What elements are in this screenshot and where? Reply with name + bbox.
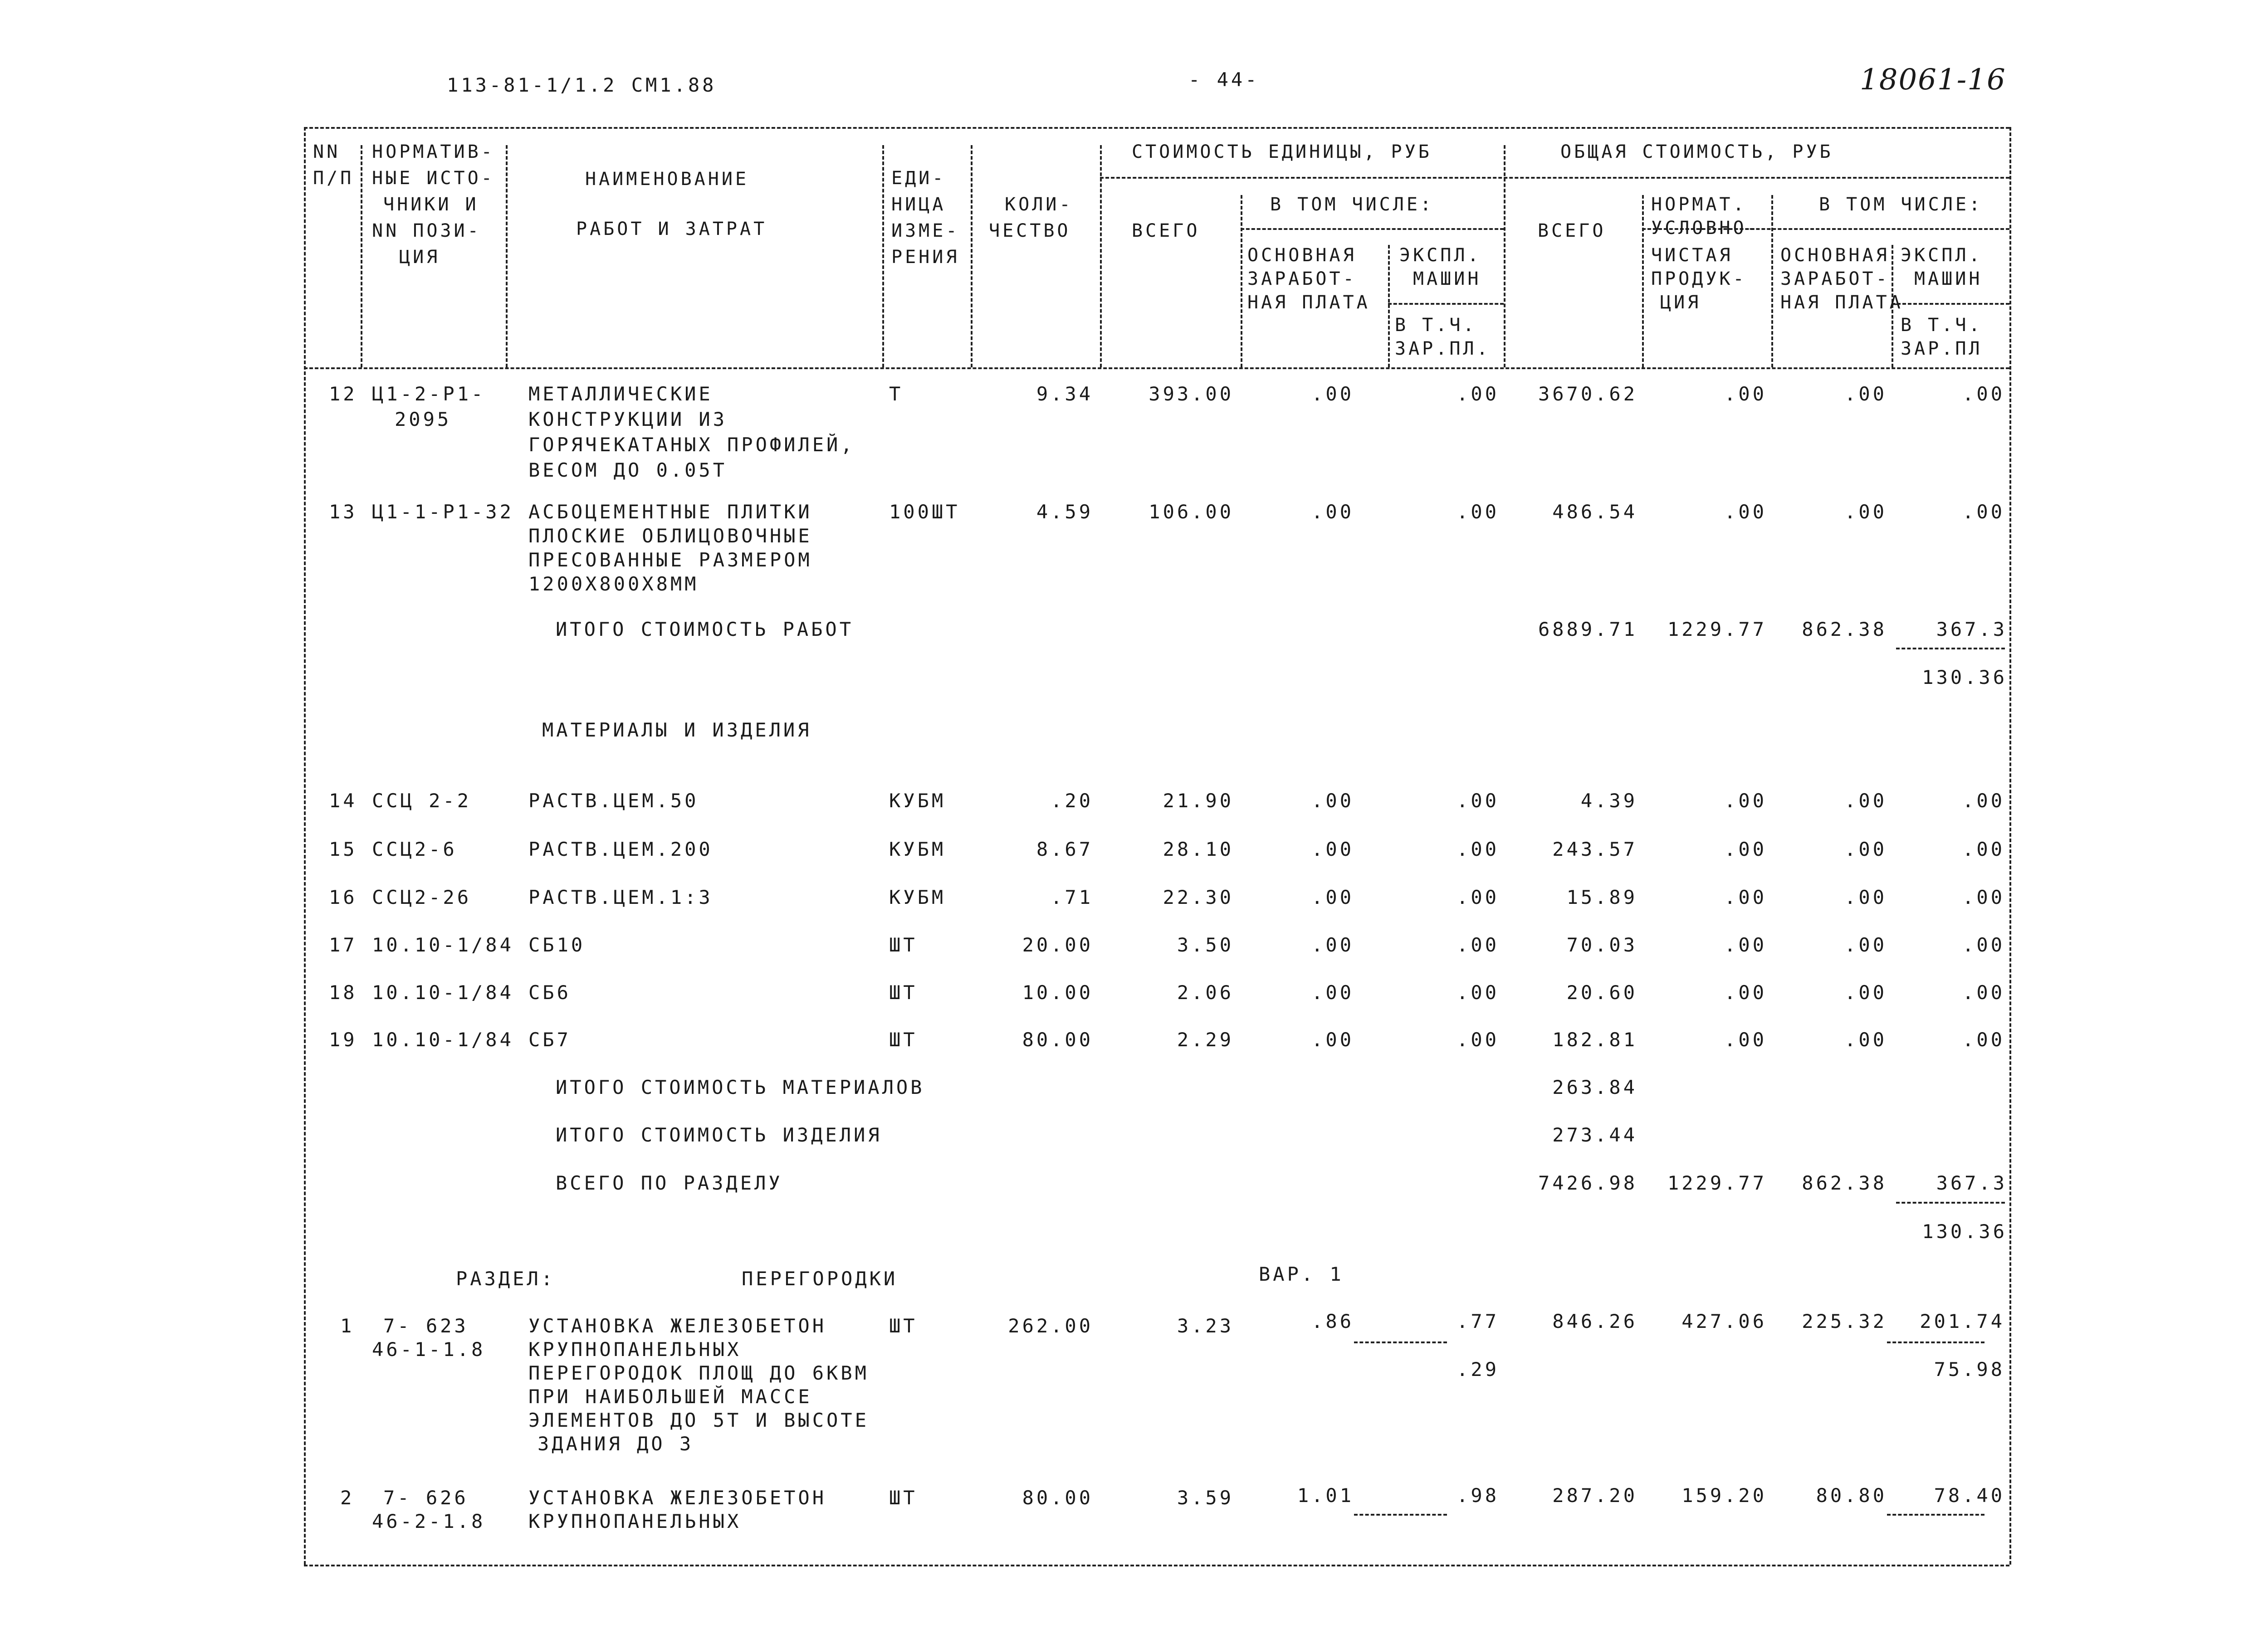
- row-qty: 20.00: [1022, 934, 1093, 956]
- row-name: АСБОЦЕМЕНТНЫЕ ПЛИТКИ: [528, 501, 812, 523]
- underline: [1896, 648, 2005, 649]
- header-total-wage-line: ЗАРАБОТ-: [1780, 268, 1890, 289]
- row-unit: ШТ: [889, 1315, 918, 1337]
- section-variant: ВАР. 1: [1259, 1263, 1344, 1285]
- row-tmach: .00: [1962, 981, 2005, 1004]
- row-price: 393.00: [1149, 383, 1234, 405]
- header-group-divider: [1100, 177, 2009, 179]
- header-unit-line: РЕНИЯ: [891, 247, 960, 268]
- header-total-wage-line: НАЯ ПЛАТА: [1780, 292, 1903, 313]
- row-tmach: .00: [1962, 383, 2005, 405]
- row-code: 10.10-1/84: [372, 1029, 514, 1051]
- row-price: 2.06: [1177, 981, 1234, 1004]
- row-name: ПЛОСКИЕ ОБЛИЦОВОЧНЫЕ: [528, 525, 812, 547]
- section-total-label: ВСЕГО ПО РАЗДЕЛУ: [556, 1172, 783, 1194]
- header-sub-divider-3: [1388, 303, 1504, 305]
- section-total-wage: 862.38: [1802, 1172, 1887, 1194]
- header-col-divider: [361, 145, 362, 367]
- row-mach: .00: [1457, 1029, 1499, 1051]
- header-col-divider: [1388, 245, 1390, 367]
- row-twage: .00: [1844, 934, 1887, 956]
- row-nn: 14: [329, 790, 357, 812]
- header-unit-mach-wage-line: В Т.Ч.: [1395, 315, 1477, 336]
- row-tmach: .00: [1962, 934, 2005, 956]
- document-code: 113-81-1/1.2 СМ1.88: [447, 74, 717, 96]
- row-mach: .00: [1457, 886, 1499, 908]
- row-mach: .98: [1457, 1484, 1499, 1507]
- row-tmach: .00: [1962, 501, 2005, 523]
- row-mach: .00: [1457, 934, 1499, 956]
- row-name: УСТАНОВКА ЖЕЛЕЗОБЕТОН: [528, 1487, 827, 1509]
- products-total-label: ИТОГО СТОИМОСТЬ ИЗДЕЛИЯ: [556, 1124, 882, 1146]
- header-unit-cost-group: СТОИМОСТЬ ЕДИНИЦЫ, РУБ: [1132, 141, 1432, 162]
- section-total-mach: 367.3: [1936, 1172, 2007, 1194]
- work-total-label: ИТОГО СТОИМОСТЬ РАБОТ: [556, 618, 854, 640]
- row-tmach: .00: [1962, 1029, 2005, 1051]
- row-wage: .86: [1311, 1310, 1354, 1332]
- row-qty: 8.67: [1036, 838, 1093, 860]
- header-source-line: NN ПОЗИ-: [372, 220, 481, 241]
- row-norm: 159.20: [1681, 1484, 1767, 1507]
- row-unit: 100ШТ: [889, 501, 960, 523]
- row-name: МЕТАЛЛИЧЕСКИЕ: [528, 383, 713, 405]
- row-wage: .00: [1311, 981, 1354, 1004]
- header-unit-wage-line: НАЯ ПЛАТА: [1247, 292, 1370, 313]
- work-total-mach-wage: 130.36: [1922, 666, 2007, 688]
- header-bottom-border: [304, 367, 2009, 369]
- row-unit: ШТ: [889, 934, 918, 956]
- row-price: 3.50: [1177, 934, 1234, 956]
- row-unit: ШТ: [889, 1487, 918, 1509]
- row-tmach: 201.74: [1920, 1310, 2005, 1332]
- row-price: 28.10: [1163, 838, 1234, 860]
- row-total: 3670.62: [1538, 383, 1637, 405]
- materials-total: 263.84: [1552, 1076, 1637, 1098]
- table-right-border: [2009, 127, 2011, 1565]
- row-code: 10.10-1/84: [372, 981, 514, 1004]
- row-qty: 10.00: [1022, 981, 1093, 1004]
- row-total: 287.20: [1552, 1484, 1637, 1507]
- header-name-line: НАИМЕНОВАНИЕ: [585, 169, 749, 190]
- row-name: РАСТВ.ЦЕМ.1:3: [528, 886, 713, 908]
- header-total-norm-line: НОРМАТ.: [1651, 194, 1747, 215]
- row-mach-wage: .29: [1457, 1358, 1499, 1380]
- row-mach: .00: [1457, 981, 1499, 1004]
- row-code: 10.10-1/84: [372, 934, 514, 956]
- row-nn: 1: [340, 1315, 355, 1337]
- row-norm: .00: [1724, 981, 1767, 1004]
- row-name: 1200Х800Х8ММ: [528, 573, 699, 595]
- row-name: ПРИ НАИБОЛЬШЕЙ МАССЕ: [528, 1385, 812, 1408]
- row-name: ПРЕСОВАННЫЕ РАЗМЕРОМ: [528, 549, 812, 571]
- row-mach: .77: [1457, 1310, 1499, 1332]
- row-wage: .00: [1311, 501, 1354, 523]
- handwritten-number: 18061-16: [1860, 63, 2006, 97]
- header-total-mach-line: МАШИН: [1914, 268, 1983, 289]
- header-total-norm-line: УСЛОВНО-: [1651, 218, 1760, 239]
- row-tmach: .00: [1962, 886, 2005, 908]
- row-twage: 80.80: [1816, 1484, 1887, 1507]
- row-name: ГОРЯЧЕКАТАНЫХ ПРОФИЛЕЙ,: [528, 434, 855, 456]
- header-total-mach-wage-line: В Т.Ч.: [1901, 315, 1983, 336]
- header-name-line: РАБОТ И ЗАТРАТ: [576, 219, 767, 239]
- header-unit-line: ИЗМЕ-: [891, 220, 960, 241]
- row-total: 70.03: [1566, 934, 1637, 956]
- row-norm: .00: [1724, 383, 1767, 405]
- row-name: СБ10: [528, 934, 586, 956]
- header-total-total: ВСЕГО: [1538, 220, 1606, 241]
- row-total: 243.57: [1552, 838, 1637, 860]
- underline: [1896, 1202, 2005, 1204]
- row-code: 46-1-1.8: [372, 1338, 486, 1361]
- header-col-divider: [1100, 145, 1102, 367]
- header-sub-divider-1: [1241, 228, 1504, 230]
- row-total: 4.39: [1580, 790, 1637, 812]
- header-total-norm-line: ЦИЯ: [1660, 292, 1701, 313]
- row-nn: 19: [329, 1029, 357, 1051]
- row-tmach: 78.40: [1934, 1484, 2005, 1507]
- row-twage: .00: [1844, 383, 1887, 405]
- work-total-norm: 1229.77: [1667, 618, 1767, 640]
- row-price: 2.29: [1177, 1029, 1234, 1051]
- row-norm: .00: [1724, 934, 1767, 956]
- header-total-incl: В ТОМ ЧИСЛЕ:: [1819, 194, 1983, 215]
- row-twage: .00: [1844, 1029, 1887, 1051]
- header-unit-total: ВСЕГО: [1132, 220, 1200, 241]
- work-total-mach: 367.3: [1936, 618, 2007, 640]
- row-total: 15.89: [1566, 886, 1637, 908]
- row-norm: .00: [1724, 790, 1767, 812]
- row-norm: .00: [1724, 1029, 1767, 1051]
- underline: [1354, 1514, 1447, 1516]
- row-qty: 80.00: [1022, 1029, 1093, 1051]
- header-nn: NN: [313, 141, 341, 162]
- row-wage: .00: [1311, 790, 1354, 812]
- row-twage: .00: [1844, 838, 1887, 860]
- row-price: 3.59: [1177, 1487, 1234, 1509]
- section-label: РАЗДЕЛ:: [456, 1268, 556, 1290]
- header-unit-mach-line: МАШИН: [1413, 268, 1481, 289]
- row-name: СБ6: [528, 981, 571, 1004]
- row-wage: 1.01: [1297, 1484, 1354, 1507]
- header-total-norm-line: ЧИСТАЯ: [1651, 245, 1733, 266]
- row-unit: КУБМ: [889, 838, 946, 860]
- row-name: ВЕСОМ ДО 0.05Т: [528, 459, 728, 481]
- row-twage: .00: [1844, 981, 1887, 1004]
- header-source-line: НЫЕ ИСТО-: [372, 168, 495, 189]
- row-nn: 12: [329, 383, 357, 405]
- row-name: СБ7: [528, 1029, 571, 1051]
- row-norm: .00: [1724, 501, 1767, 523]
- section-name: ПЕРЕГОРОДКИ: [742, 1268, 898, 1290]
- row-wage: .00: [1311, 886, 1354, 908]
- header-col-divider: [971, 145, 973, 367]
- header-total-mach-line: ЭКСПЛ.: [1901, 245, 1983, 266]
- row-nn: 17: [329, 934, 357, 956]
- row-price: 106.00: [1149, 501, 1234, 523]
- header-col-divider: [1504, 145, 1505, 367]
- header-unit-mach-line: ЭКСПЛ.: [1399, 245, 1481, 266]
- row-qty: .20: [1051, 790, 1093, 812]
- row-name: УСТАНОВКА ЖЕЛЕЗОБЕТОН: [528, 1315, 827, 1337]
- row-tmach-wage: 75.98: [1934, 1358, 2005, 1380]
- row-nn: 15: [329, 838, 357, 860]
- row-code: ССЦ 2-2: [372, 790, 472, 812]
- row-name: КРУПНОПАНЕЛЬНЫХ: [528, 1510, 742, 1532]
- header-total-norm-line: ПРОДУК-: [1651, 268, 1747, 289]
- row-nn: 2: [340, 1487, 355, 1509]
- header-qty-line: ЧЕСТВО: [989, 220, 1071, 241]
- row-qty: .71: [1051, 886, 1093, 908]
- row-name: ПЕРЕГОРОДОК ПЛОЩ ДО 6КВМ: [528, 1362, 869, 1384]
- section-total-mach-wage: 130.36: [1922, 1220, 2007, 1243]
- section-total-total: 7426.98: [1538, 1172, 1637, 1194]
- row-unit: КУБМ: [889, 886, 946, 908]
- underline: [1887, 1514, 1984, 1516]
- header-total-cost-group: ОБЩАЯ СТОИМОСТЬ, РУБ: [1560, 141, 1833, 162]
- row-qty: 9.34: [1036, 383, 1093, 405]
- row-unit: Т: [889, 383, 904, 405]
- work-total-wage: 862.38: [1802, 618, 1887, 640]
- header-col-divider: [882, 145, 884, 367]
- row-code: ССЦ2-26: [372, 886, 472, 908]
- row-total: 182.81: [1552, 1029, 1637, 1051]
- header-col-divider: [506, 145, 508, 367]
- row-wage: .00: [1311, 1029, 1354, 1051]
- row-unit: КУБМ: [889, 790, 946, 812]
- header-unit-wage-line: ЗАРАБОТ-: [1247, 268, 1357, 289]
- row-mach: .00: [1457, 501, 1499, 523]
- header-sub-divider-4: [1892, 303, 2009, 305]
- section-total-norm: 1229.77: [1667, 1172, 1767, 1194]
- row-code: 46-2-1.8: [372, 1510, 486, 1532]
- row-norm: .00: [1724, 886, 1767, 908]
- row-code: Ц1-2-Р1-: [372, 383, 486, 405]
- header-unit-mach-wage-line: ЗАР.ПЛ.: [1395, 338, 1491, 359]
- materials-heading: МАТЕРИАЛЫ И ИЗДЕЛИЯ: [542, 719, 812, 741]
- table-bottom-border: [304, 1565, 2009, 1566]
- header-col-divider: [1771, 195, 1773, 367]
- row-unit: ШТ: [889, 1029, 918, 1051]
- row-price: 21.90: [1163, 790, 1234, 812]
- materials-total-label: ИТОГО СТОИМОСТЬ МАТЕРИАЛОВ: [556, 1076, 925, 1098]
- row-name: КОНСТРУКЦИИ ИЗ: [528, 408, 728, 430]
- row-qty: 262.00: [1008, 1315, 1093, 1337]
- underline: [1354, 1341, 1447, 1343]
- row-nn: 16: [329, 886, 357, 908]
- header-qty-line: КОЛИ-: [1005, 194, 1073, 215]
- row-name: РАСТВ.ЦЕМ.50: [528, 790, 699, 812]
- row-tmach: .00: [1962, 838, 2005, 860]
- row-twage: .00: [1844, 886, 1887, 908]
- header-total-mach-wage-line: ЗАР.ПЛ: [1901, 338, 1983, 359]
- row-mach: .00: [1457, 790, 1499, 812]
- row-price: 3.23: [1177, 1315, 1234, 1337]
- header-col-divider: [1642, 195, 1644, 367]
- row-price: 22.30: [1163, 886, 1234, 908]
- row-total: 20.60: [1566, 981, 1637, 1004]
- header-source-line: ЧНИКИ И: [383, 194, 479, 215]
- row-name: ЭЛЕМЕНТОВ ДО 5Т И ВЫСОТЕ: [528, 1409, 869, 1431]
- header-unit-line: ЕДИ-: [891, 168, 946, 189]
- row-unit: ШТ: [889, 981, 918, 1004]
- row-qty: 80.00: [1022, 1487, 1093, 1509]
- products-total: 273.44: [1552, 1124, 1637, 1146]
- header-total-wage-line: ОСНОВНАЯ: [1780, 245, 1890, 266]
- table-left-border: [304, 127, 306, 1565]
- row-code: ССЦ2-6: [372, 838, 457, 860]
- row-nn: 13: [329, 501, 357, 523]
- row-mach: .00: [1457, 383, 1499, 405]
- header-unit-wage-line: ОСНОВНАЯ: [1247, 245, 1357, 266]
- header-source-line: НОРМАТИВ-: [372, 141, 495, 162]
- row-name: ЗДАНИЯ ДО 3: [538, 1433, 694, 1455]
- row-twage: .00: [1844, 790, 1887, 812]
- header-source-line: ЦИЯ: [399, 247, 440, 268]
- row-code: Ц1-1-Р1-32: [372, 501, 514, 523]
- row-name: КРУПНОПАНЕЛЬНЫХ: [528, 1338, 742, 1361]
- underline: [1887, 1341, 1984, 1343]
- work-total-total: 6889.71: [1538, 618, 1637, 640]
- row-nn: 18: [329, 981, 357, 1004]
- page-number: - 44-: [1188, 68, 1260, 91]
- row-tmach: .00: [1962, 790, 2005, 812]
- row-wage: .00: [1311, 934, 1354, 956]
- row-code: 7- 626: [383, 1487, 469, 1509]
- header-pp: П/П: [313, 168, 354, 189]
- table-top-border: [304, 127, 2009, 129]
- header-unit-line: НИЦА: [891, 194, 946, 215]
- row-code: 2095: [395, 408, 452, 430]
- row-code: 7- 623: [383, 1315, 469, 1337]
- row-wage: .00: [1311, 838, 1354, 860]
- row-twage: .00: [1844, 501, 1887, 523]
- row-qty: 4.59: [1036, 501, 1093, 523]
- row-total: 846.26: [1552, 1310, 1637, 1332]
- row-norm: 427.06: [1681, 1310, 1767, 1332]
- row-total: 486.54: [1552, 501, 1637, 523]
- row-wage: .00: [1311, 383, 1354, 405]
- header-col-divider: [1241, 195, 1242, 367]
- row-name: РАСТВ.ЦЕМ.200: [528, 838, 713, 860]
- row-norm: .00: [1724, 838, 1767, 860]
- row-mach: .00: [1457, 838, 1499, 860]
- row-twage: 225.32: [1802, 1310, 1887, 1332]
- header-unit-incl: В ТОМ ЧИСЛЕ:: [1270, 194, 1434, 215]
